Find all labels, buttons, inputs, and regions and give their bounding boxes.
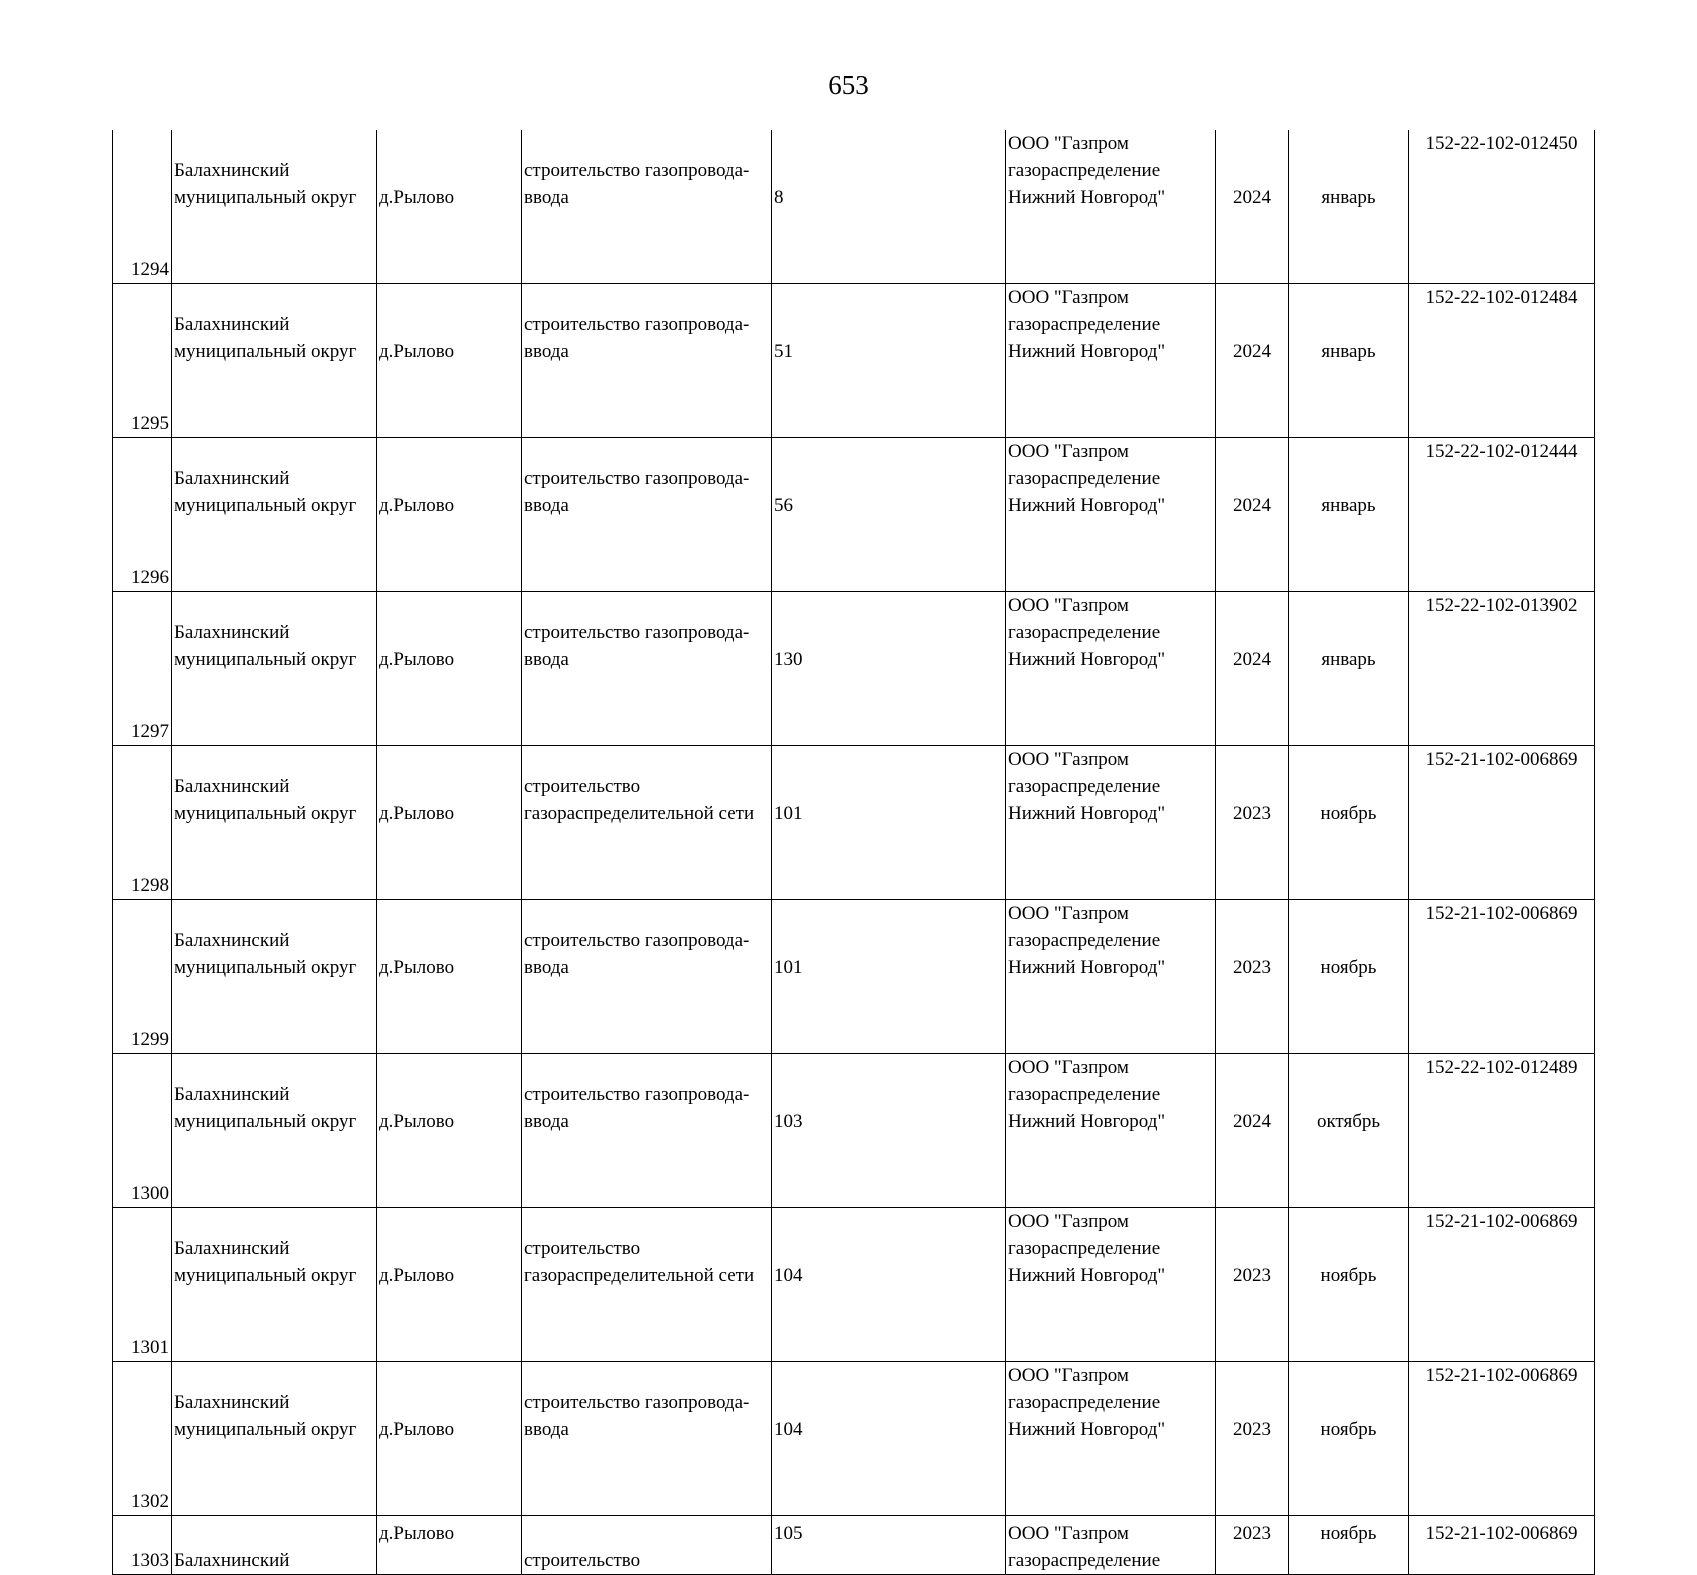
year-cell: 2024 xyxy=(1216,1054,1289,1208)
work-type-cell-line: строительство xyxy=(524,1550,641,1571)
district-cell-line: муниципальный округ xyxy=(174,1265,357,1286)
table-row xyxy=(113,438,1595,592)
district-cell-line: Балахнинский xyxy=(174,160,290,181)
month-cell: ноябрь xyxy=(1289,900,1409,1054)
code-cell: 152-22-102-012484 xyxy=(1409,284,1595,438)
table-row xyxy=(113,1516,1595,1575)
table-row xyxy=(113,1054,1595,1208)
organization-cell-line: Нижний Новгород" xyxy=(1008,187,1166,208)
work-type-cell-line: газораспределительной сети xyxy=(524,1265,755,1286)
quantity-cell: 51 xyxy=(772,284,1006,438)
district-cell-line: муниципальный округ xyxy=(174,1419,357,1440)
code-cell: 152-22-102-012444 xyxy=(1409,438,1595,592)
district-cell-line: муниципальный округ xyxy=(174,957,357,978)
work-type-cell xyxy=(522,592,772,746)
organization-cell-line: газораспределение xyxy=(1008,930,1161,951)
row-number-cell: 1296 xyxy=(113,438,172,592)
row-number-cell: 1301 xyxy=(113,1208,172,1362)
district-cell-line: муниципальный округ xyxy=(174,187,357,208)
organization-cell-line: газораспределение xyxy=(1008,1238,1161,1259)
month-cell: январь xyxy=(1289,438,1409,592)
page-number: 653 xyxy=(828,70,869,100)
table-row xyxy=(113,746,1595,900)
quantity-cell: 101 xyxy=(772,746,1006,900)
district-cell-line: Балахнинский xyxy=(174,1392,290,1413)
work-type-cell-line: газораспределительной сети xyxy=(524,803,755,824)
district-cell-line: Балахнинский xyxy=(174,1084,290,1105)
district-cell xyxy=(172,1362,377,1516)
district-cell-line: муниципальный округ xyxy=(174,495,357,516)
organization-cell-line: газораспределение xyxy=(1008,1084,1161,1105)
work-type-cell xyxy=(522,284,772,438)
quantity-cell: 104 xyxy=(772,1362,1006,1516)
work-type-cell-line: ввода xyxy=(524,1419,569,1440)
year-cell: 2024 xyxy=(1216,130,1289,284)
organization-cell xyxy=(1006,1362,1216,1516)
table-row xyxy=(113,1208,1595,1362)
organization-cell-line: ООО "Газпром xyxy=(1008,1365,1129,1386)
work-type-cell xyxy=(522,1362,772,1516)
organization-cell-line: ООО "Газпром xyxy=(1008,441,1129,462)
work-type-cell xyxy=(522,438,772,592)
year-cell: 2024 xyxy=(1216,284,1289,438)
village-cell: д.Рылово xyxy=(377,284,522,438)
district-cell-line: муниципальный округ xyxy=(174,1111,357,1132)
code-cell: 152-21-102-006869 xyxy=(1409,746,1595,900)
work-type-cell-line: ввода xyxy=(524,649,569,670)
district-cell-line: Балахнинский xyxy=(174,776,290,797)
organization-cell-line: газораспределение xyxy=(1008,1550,1161,1571)
year-cell: 2023 xyxy=(1216,746,1289,900)
organization-cell-line: Нижний Новгород" xyxy=(1008,1419,1166,1440)
month-cell: ноябрь xyxy=(1289,1516,1409,1575)
district-cell xyxy=(172,900,377,1054)
code-cell: 152-22-102-012450 xyxy=(1409,130,1595,284)
organization-cell-line: ООО "Газпром xyxy=(1008,133,1129,154)
work-type-cell xyxy=(522,130,772,284)
organization-cell xyxy=(1006,1208,1216,1362)
table-row xyxy=(113,130,1595,284)
work-type-cell-line: ввода xyxy=(524,341,569,362)
code-cell: 152-22-102-013902 xyxy=(1409,592,1595,746)
organization-cell xyxy=(1006,438,1216,592)
village-cell: д.Рылово xyxy=(377,438,522,592)
district-cell-line: муниципальный округ xyxy=(174,649,357,670)
table-row xyxy=(113,1362,1595,1516)
row-number-cell: 1295 xyxy=(113,284,172,438)
work-type-cell-line: строительство xyxy=(524,776,641,797)
village-cell: д.Рылово xyxy=(377,130,522,284)
code-cell: 152-21-102-006869 xyxy=(1409,900,1595,1054)
organization-cell xyxy=(1006,130,1216,284)
work-type-cell xyxy=(522,746,772,900)
organization-cell-line: Нижний Новгород" xyxy=(1008,1265,1166,1286)
organization-cell-line: Нижний Новгород" xyxy=(1008,649,1166,670)
quantity-cell: 130 xyxy=(772,592,1006,746)
district-cell-line: муниципальный округ xyxy=(174,803,357,824)
work-type-cell-line: строительство газопровода- xyxy=(524,1392,750,1413)
village-cell: д.Рылово xyxy=(377,1054,522,1208)
row-number-cell: 1298 xyxy=(113,746,172,900)
code-cell: 152-21-102-006869 xyxy=(1409,1362,1595,1516)
quantity-cell: 101 xyxy=(772,900,1006,1054)
work-type-cell-line: строительство газопровода- xyxy=(524,622,750,643)
code-cell: 152-21-102-006869 xyxy=(1409,1208,1595,1362)
organization-cell-line: ООО "Газпром xyxy=(1008,287,1129,308)
district-cell-line: Балахнинский xyxy=(174,1550,290,1571)
district-cell-line: Балахнинский xyxy=(174,622,290,643)
district-cell-line: Балахнинский xyxy=(174,930,290,951)
quantity-cell: 8 xyxy=(772,130,1006,284)
code-cell: 152-21-102-006869 xyxy=(1409,1516,1595,1575)
organization-cell-line: ООО "Газпром xyxy=(1008,749,1129,770)
quantity-cell: 104 xyxy=(772,1208,1006,1362)
organization-cell-line: ООО "Газпром xyxy=(1008,1057,1129,1078)
district-cell-line: Балахнинский xyxy=(174,1238,290,1259)
village-cell: д.Рылово xyxy=(377,592,522,746)
year-cell: 2024 xyxy=(1216,438,1289,592)
table-row xyxy=(113,900,1595,1054)
month-cell: октябрь xyxy=(1289,1054,1409,1208)
organization-cell xyxy=(1006,284,1216,438)
organization-cell-line: ООО "Газпром xyxy=(1008,595,1129,616)
district-cell xyxy=(172,592,377,746)
organization-cell-line: газораспределение xyxy=(1008,776,1161,797)
work-type-cell-line: ввода xyxy=(524,957,569,978)
village-cell: д.Рылово xyxy=(377,746,522,900)
organization-cell-line: газораспределение xyxy=(1008,314,1161,335)
organization-cell-line: Нижний Новгород" xyxy=(1008,341,1166,362)
row-number-cell: 1294 xyxy=(113,130,172,284)
organization-cell-line: газораспределение xyxy=(1008,468,1161,489)
organization-cell-line: газораспределение xyxy=(1008,160,1161,181)
district-cell xyxy=(172,438,377,592)
district-cell-line: Балахнинский xyxy=(174,468,290,489)
month-cell: ноябрь xyxy=(1289,1362,1409,1516)
organization-cell-line: ООО "Газпром xyxy=(1008,903,1129,924)
organization-cell xyxy=(1006,746,1216,900)
table-row xyxy=(113,592,1595,746)
organization-cell-line: газораспределение xyxy=(1008,622,1161,643)
organization-cell-line: Нижний Новгород" xyxy=(1008,803,1166,824)
organization-cell xyxy=(1006,592,1216,746)
organization-cell-line: Нижний Новгород" xyxy=(1008,495,1166,516)
work-type-cell-line: ввода xyxy=(524,1111,569,1132)
month-cell: ноябрь xyxy=(1289,1208,1409,1362)
village-cell: д.Рылово xyxy=(377,1516,522,1575)
year-cell: 2023 xyxy=(1216,1208,1289,1362)
quantity-cell: 103 xyxy=(772,1054,1006,1208)
work-type-cell-line: строительство газопровода- xyxy=(524,930,750,951)
year-cell: 2024 xyxy=(1216,592,1289,746)
month-cell: январь xyxy=(1289,592,1409,746)
district-cell-line: Балахнинский xyxy=(174,314,290,335)
month-cell: ноябрь xyxy=(1289,746,1409,900)
quantity-cell: 56 xyxy=(772,438,1006,592)
work-type-cell-line: строительство xyxy=(524,1238,641,1259)
row-number-cell: 1303 xyxy=(113,1516,172,1575)
work-type-cell-line: строительство газопровода- xyxy=(524,468,750,489)
table-row xyxy=(113,284,1595,438)
district-cell xyxy=(172,284,377,438)
organization-cell-line: ООО "Газпром xyxy=(1008,1523,1129,1544)
organization-cell xyxy=(1006,1516,1216,1575)
organization-cell xyxy=(1006,900,1216,1054)
year-cell: 2023 xyxy=(1216,900,1289,1054)
organization-cell xyxy=(1006,1054,1216,1208)
village-cell: д.Рылово xyxy=(377,1208,522,1362)
district-cell-line: муниципальный округ xyxy=(174,341,357,362)
district-cell xyxy=(172,130,377,284)
work-type-cell xyxy=(522,1208,772,1362)
district-cell xyxy=(172,1054,377,1208)
work-type-cell-line: ввода xyxy=(524,495,569,516)
district-cell xyxy=(172,746,377,900)
row-number-cell: 1300 xyxy=(113,1054,172,1208)
village-cell: д.Рылово xyxy=(377,900,522,1054)
work-type-cell-line: строительство газопровода- xyxy=(524,314,750,335)
organization-cell-line: газораспределение xyxy=(1008,1392,1161,1413)
organization-cell-line: Нижний Новгород" xyxy=(1008,957,1166,978)
year-cell: 2023 xyxy=(1216,1516,1289,1575)
district-cell xyxy=(172,1208,377,1362)
work-type-cell xyxy=(522,1516,772,1575)
work-type-cell-line: ввода xyxy=(524,187,569,208)
quantity-cell: 105 xyxy=(772,1516,1006,1575)
month-cell: январь xyxy=(1289,284,1409,438)
table-body xyxy=(113,130,1595,1575)
code-cell: 152-22-102-012489 xyxy=(1409,1054,1595,1208)
work-type-cell xyxy=(522,900,772,1054)
organization-cell-line: ООО "Газпром xyxy=(1008,1211,1129,1232)
year-cell: 2023 xyxy=(1216,1362,1289,1516)
row-number-cell: 1297 xyxy=(113,592,172,746)
district-cell xyxy=(172,1516,377,1575)
work-type-cell-line: строительство газопровода- xyxy=(524,1084,750,1105)
work-type-cell-line: строительство газопровода- xyxy=(524,160,750,181)
row-number-cell: 1299 xyxy=(113,900,172,1054)
work-type-cell xyxy=(522,1054,772,1208)
gasification-table xyxy=(112,130,1595,1575)
village-cell: д.Рылово xyxy=(377,1362,522,1516)
organization-cell-line: Нижний Новгород" xyxy=(1008,1111,1166,1132)
row-number-cell: 1302 xyxy=(113,1362,172,1516)
month-cell: январь xyxy=(1289,130,1409,284)
